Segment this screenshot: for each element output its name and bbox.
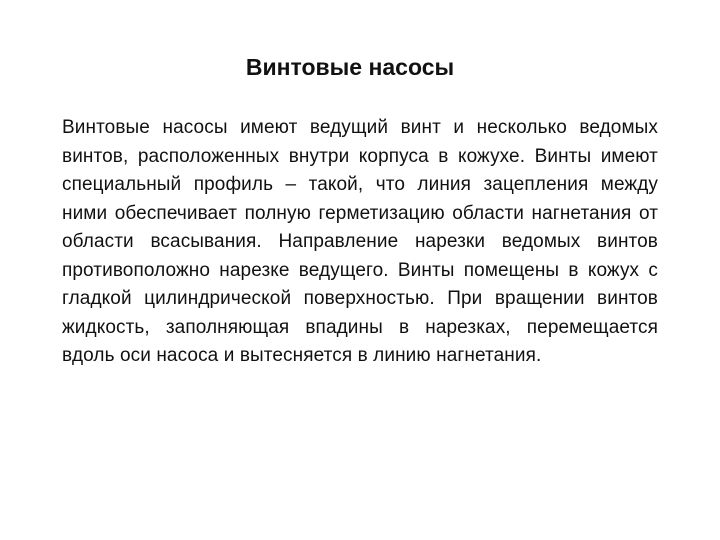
slide-body-text: Винтовые насосы имеют ведущий винт и несколько ведомых винтов, расположенных внутри корпуса в кожухе. Винты имеют специальный профиль – такой, что линия зацепления между ними обеспечивает полную герметизацию области нагнетания от области всасывания. Направление нарезки ведомых винтов противоположно нарезке ведущего. Винты помещены в кожух с гладкой цилиндрической поверхностью. При вращении винтов жидкость, заполняющая впадины в нарезках, перемещается вдоль оси насоса и вытесняется в линию нагнетания. <box>62 117 658 366</box>
slide-title: Винтовые насосы <box>245 54 455 80</box>
